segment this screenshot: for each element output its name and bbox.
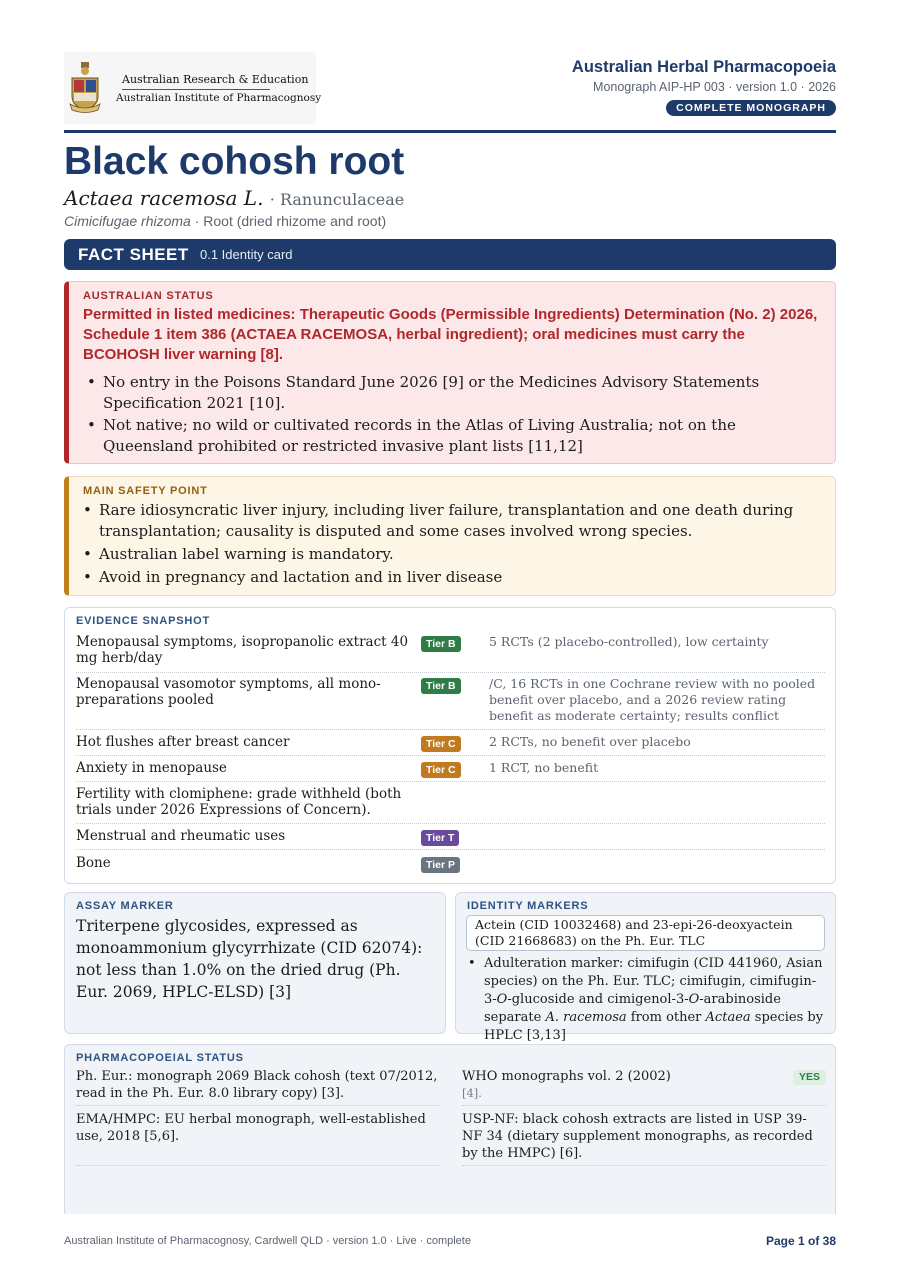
evidence-indication: Hot flushes after breast cancer — [76, 734, 290, 750]
complete-monograph-badge: COMPLETE MONOGRAPH — [666, 100, 836, 116]
tier-badge: Tier C — [421, 762, 461, 778]
yes-badge: YES — [793, 1070, 826, 1085]
tier-badge: Tier B — [421, 636, 461, 652]
institute-logo — [64, 52, 322, 124]
evidence-note: 1 RCT, no benefit — [489, 760, 599, 775]
evidence-note: 2 RCTs, no benefit over placebo — [489, 734, 691, 749]
evidence-indication: Menopausal vasomotor symptoms, all mono-preparations pooled — [76, 676, 381, 708]
drug-part — [64, 213, 386, 229]
tier-badge: Tier P — [421, 857, 460, 873]
list-item: • Avoid in pregnancy and lactation and in liver disease — [83, 568, 503, 586]
fact-sheet-subtitle: 0.1 Identity card — [200, 247, 293, 262]
australian-status-lead: Permitted in listed medicines: Therapeutic Goods (Permissible Ingredients) Determination (No. 2) 2026, Schedule 1 item 386 (ACTAEA RACEMOSA, herbal ingredient); oral medicines must carry the BCOHOSH liver warning [8]. — [83, 306, 818, 363]
evidence-row — [76, 634, 825, 673]
list-item: • Not native; no wild or cultivated records in the Atlas of Living Australia; not on the Queensland prohibited or restricted invasive plant lists [11,12] — [87, 416, 736, 455]
identity-list — [464, 955, 825, 1045]
tier-badge: Tier T — [421, 830, 459, 846]
pharmacopoeial-status-label: PHARMACOPOEIAL STATUS — [76, 1052, 244, 1064]
australian-status-label: AUSTRALIAN STATUS — [83, 290, 214, 302]
list-item: • No entry in the Poisons Standard June 2026 [9] or the Medicines Advisory Statements Specification 2021 [10]. — [87, 373, 760, 412]
evidence-row — [76, 734, 825, 756]
bullet-icon: • — [83, 545, 92, 563]
evidence-row — [76, 828, 825, 850]
list-item: • Adulteration marker: cimifugin (CID 441960, Asian species) on the Ph. Eur. TLC; cimifugin, cimifugin-3-O-glucoside and cimigenol-3-O-arabinoside separate A. racemosa from other Actaea species by HPLC [3,13] — [468, 956, 824, 1043]
botanical-name — [64, 186, 404, 210]
evidence-row — [76, 676, 825, 730]
who-reference: [4]. — [462, 1086, 482, 1100]
australian-status-list — [83, 372, 821, 458]
bullet-icon: • — [87, 373, 96, 391]
safety-list — [79, 500, 821, 590]
evidence-row — [76, 760, 825, 782]
page-number: Page 1 of 38 — [765, 1234, 836, 1248]
bullet-icon: • — [87, 416, 96, 434]
bullet-icon: • — [83, 568, 92, 586]
bullet-icon: • — [83, 501, 92, 519]
publication-name: Australian Herbal Pharmacopoeia — [571, 58, 836, 76]
australian-status-box — [64, 281, 836, 464]
plant-part: · Root (dried rhizome and root) — [194, 213, 387, 229]
bullet-icon: • — [468, 956, 476, 971]
evidence-row — [76, 855, 825, 876]
evidence-indication: Menopausal symptoms, isopropanolic extract 40 mg herb/day — [76, 634, 409, 666]
evidence-indication: Anxiety in menopause — [76, 760, 227, 776]
drug-name: Cimicifugae rhizoma — [64, 213, 191, 229]
evidence-indication: Menstrual and rheumatic uses — [76, 828, 286, 844]
plant-family: · Ranunculaceae — [269, 190, 405, 209]
logo-divider — [122, 89, 270, 90]
list-item: • Australian label warning is mandatory. — [83, 545, 394, 563]
identity-markers-box — [455, 892, 836, 1043]
assay-marker-label: ASSAY MARKER — [76, 900, 174, 912]
usp-status: USP-NF: black cohosh extracts are listed in USP 39-NF 34 (dietary supplement monographs, as recorded by the HMPC) [6]. — [462, 1111, 826, 1166]
assay-marker-box — [64, 892, 446, 1034]
identity-markers-label: IDENTITY MARKERS — [467, 900, 589, 912]
latin-binomial: Actaea racemosa L. — [64, 186, 264, 210]
evidence-indication: Bone — [76, 855, 111, 871]
logo-line2: Australian Institute of Pharmacognosy — [116, 92, 322, 104]
tier-badge: Tier C — [421, 736, 461, 752]
who-status: WHO monographs vol. 2 (2002) YES [4]. — [462, 1068, 826, 1106]
page-title: Black cohosh root — [64, 140, 405, 183]
ph-eur-status: Ph. Eur.: monograph 2069 Black cohosh (text 07/2012, read in the Ph. Eur. 8.0 library copy) [3]. — [76, 1068, 440, 1106]
fact-sheet-bar — [64, 239, 836, 270]
tier-badge: Tier B — [421, 678, 461, 694]
evidence-note: 5 RCTs (2 placebo-controlled), low certainty — [489, 634, 769, 649]
monograph-id: Monograph AIP-HP 003 · version 1.0 · 2026 — [593, 80, 836, 94]
footer-text: Australian Institute of Pharmacognosy, Cardwell QLD · version 1.0 · Live · complete — [64, 1235, 471, 1247]
pharmacopoeial-status-box — [64, 1044, 836, 1214]
ema-status: EMA/HMPC: EU herbal monograph, well-established use, 2018 [5,6]. — [76, 1111, 440, 1166]
coat-of-arms-icon — [68, 60, 102, 114]
list-item: • Rare idiosyncratic liver injury, including liver failure, transplantation and one death during transplantation; causality is disputed and some cases involved wrong species. — [83, 501, 794, 540]
evidence-snapshot-box — [64, 607, 836, 884]
evidence-note: /C, 16 RCTs in one Cochrane review with no pooled benefit over placebo, and a 2026 review rating benefit as moderate certainty; results conflict — [489, 676, 816, 723]
main-safety-label: MAIN SAFETY POINT — [83, 485, 208, 497]
assay-marker-text: Triterpene glycosides, expressed as monoammonium glycyrrhizate (CID 62074): not less than 1.0% on the dried drug (Ph. Eur. 2069, HPLC-ELSD) [3] — [76, 917, 423, 1001]
evidence-row — [76, 786, 825, 824]
fact-sheet-title: FACT SHEET — [78, 245, 189, 264]
logo-line1: Australian Research & Education — [122, 73, 309, 86]
main-safety-box — [64, 476, 836, 596]
evidence-snapshot-label: EVIDENCE SNAPSHOT — [76, 615, 211, 627]
header-divider — [64, 130, 836, 133]
evidence-indication: Fertility with clomiphene: grade withheld (both trials under 2026 Expressions of Concern). — [76, 786, 402, 818]
identity-marker-card: Actein (CID 10032468) and 23-epi-26-deoxyactein (CID 21668683) on the Ph. Eur. TLC — [466, 915, 825, 951]
